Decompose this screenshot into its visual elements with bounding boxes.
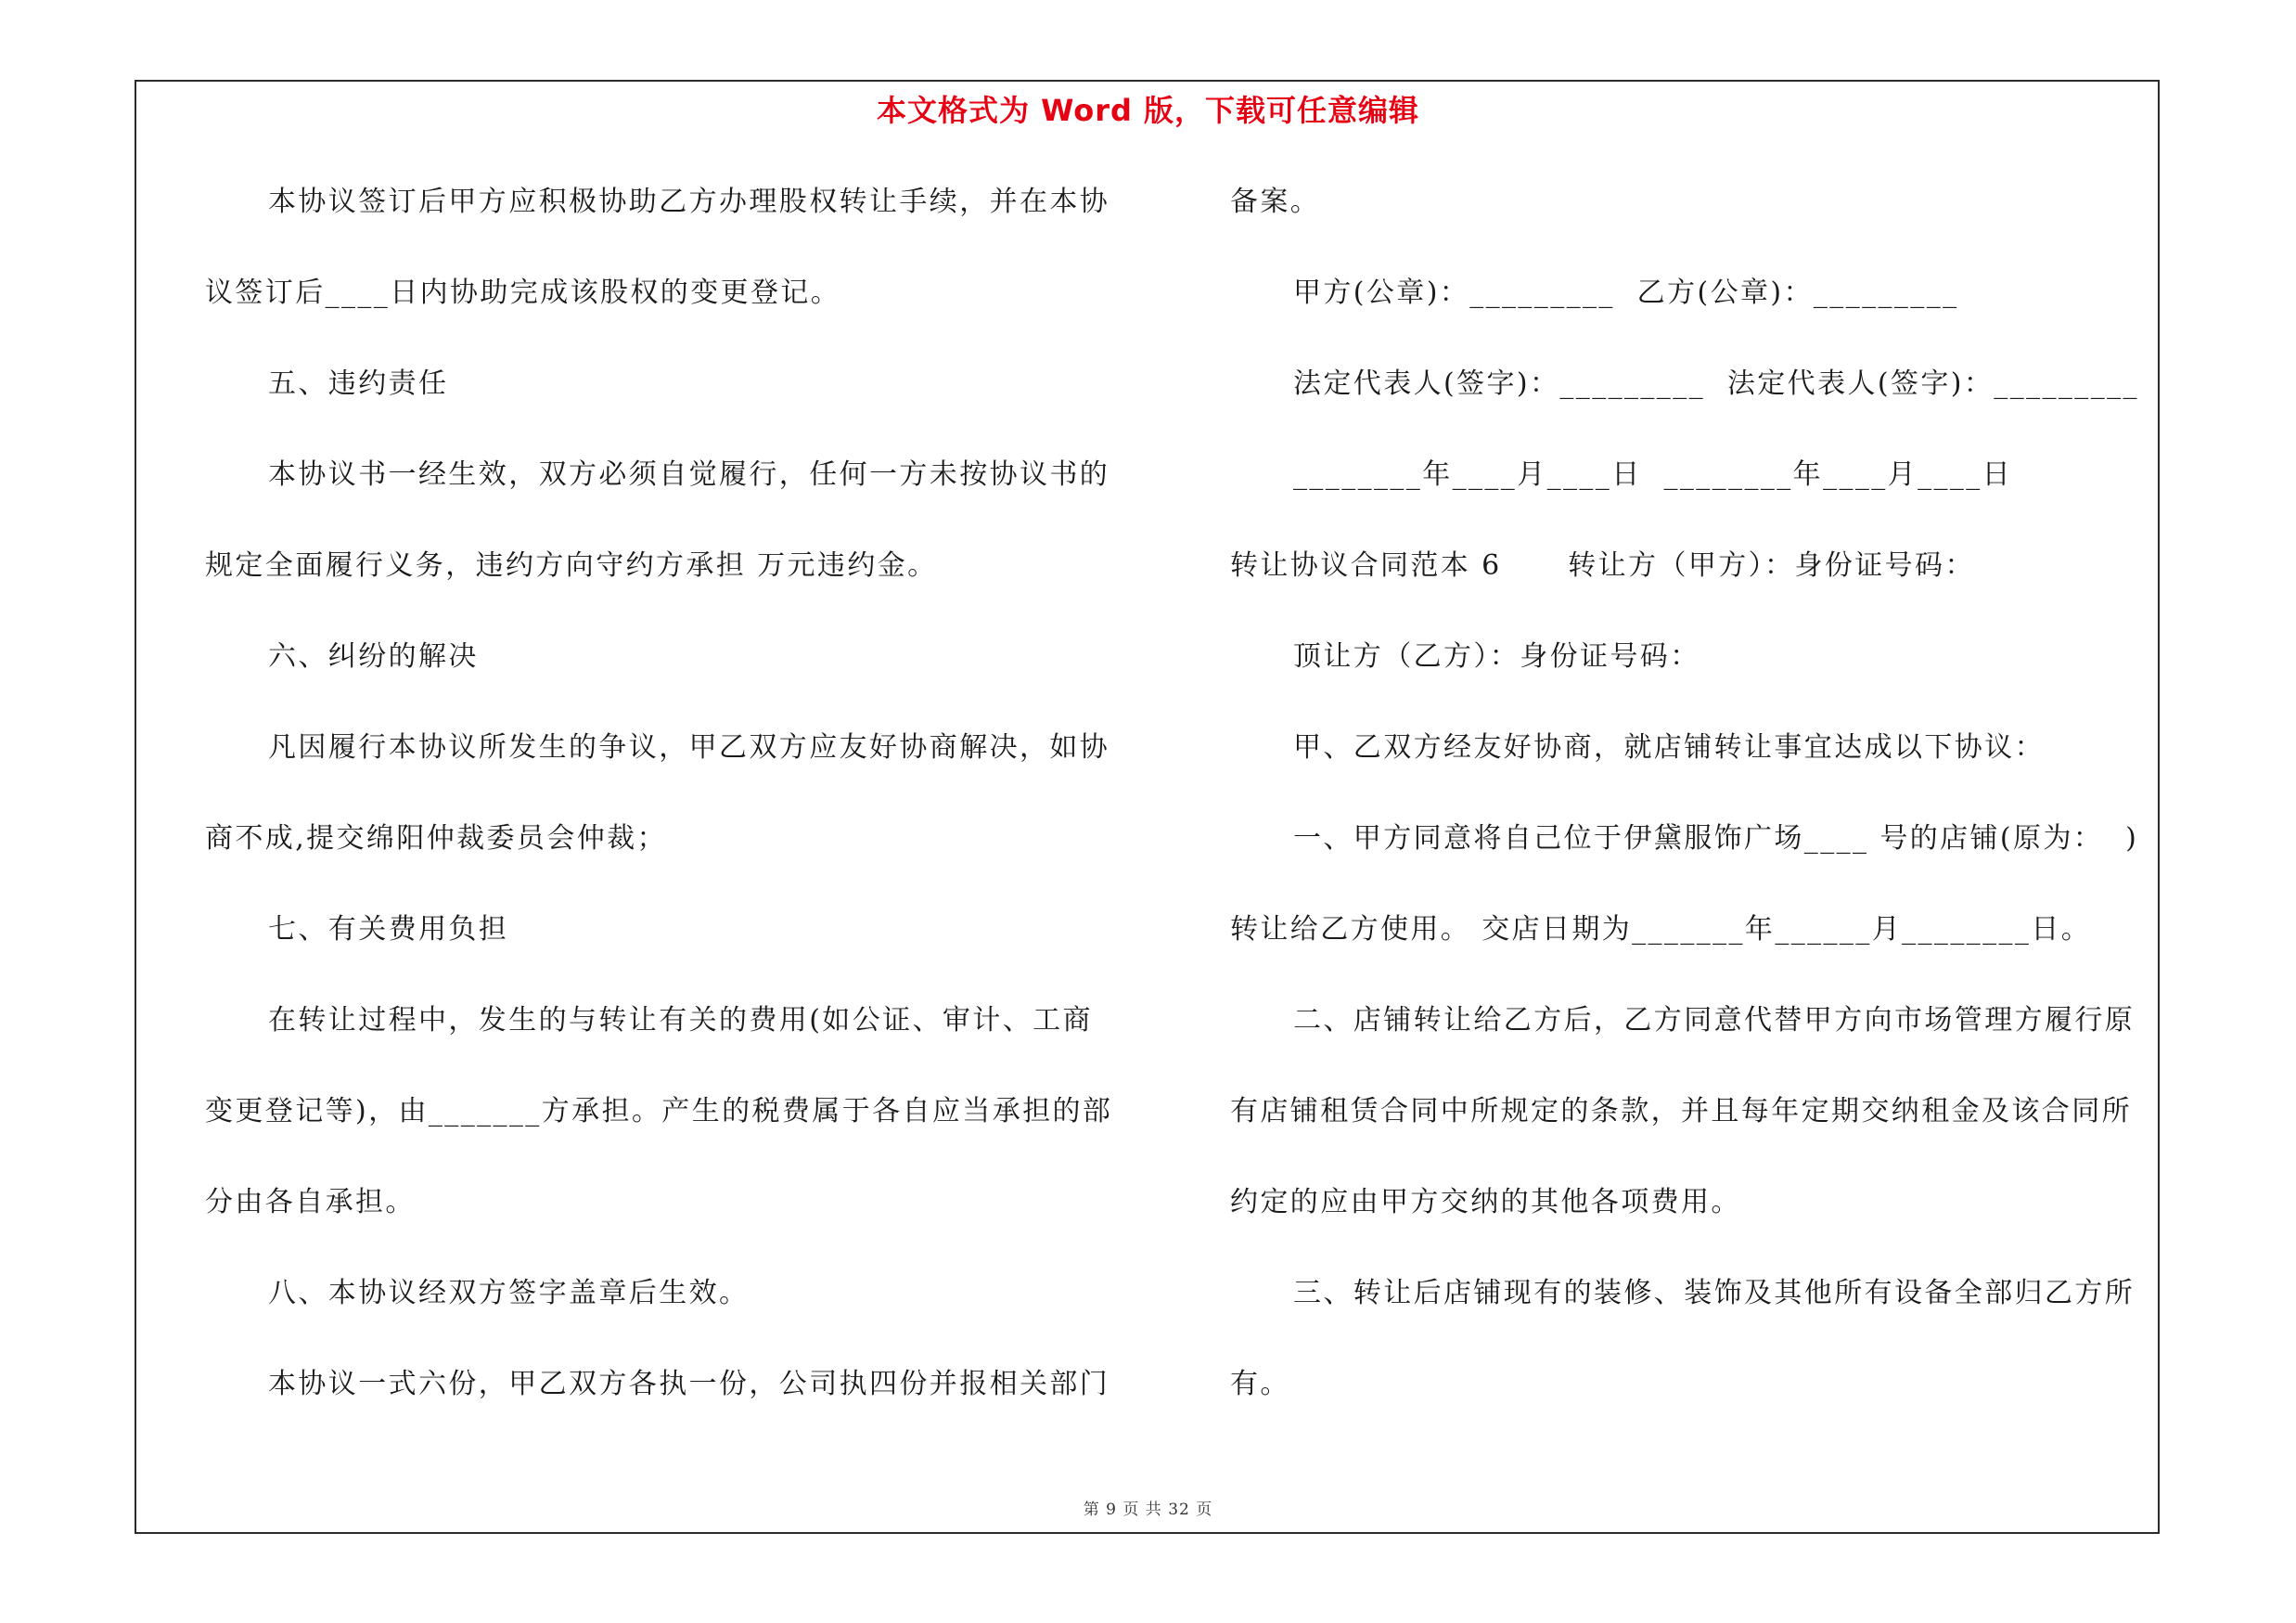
paragraph-line: 有。 bbox=[1230, 1368, 1290, 1400]
paragraph-line: 商不成,提交绵阳仲裁委员会仲裁； bbox=[205, 822, 667, 855]
paragraph-line: 备案。 bbox=[1230, 186, 1321, 218]
paragraph-line: 本协议书一经生效，双方必须自觉履行，任何一方未按协议书的 bbox=[268, 458, 1110, 491]
paragraph-line: 转让给乙方使用。 交店日期为_______年______月________日。 bbox=[1230, 913, 2092, 946]
paragraph-line: 凡因履行本协议所发生的争议，甲乙双方应友好协商解决，如协 bbox=[268, 731, 1110, 764]
paragraph-line: 在转让过程中，发生的与转让有关的费用(如公证、审计、工商 bbox=[268, 1004, 1093, 1037]
signature-line: 法定代表人(签字)：_________ 法定代表人(签字)：_________ bbox=[1293, 367, 2139, 400]
section-heading: 五、违约责任 bbox=[268, 367, 449, 400]
paragraph-line: 议签订后____日内协助完成该股权的变更登记。 bbox=[205, 277, 841, 309]
contract-title-line: 转让协议合同范本 6 转让方（甲方）：身份证号码： bbox=[1230, 549, 1975, 582]
paragraph-line: 分由各自承担。 bbox=[205, 1186, 416, 1218]
section-heading: 六、纠纷的解决 bbox=[268, 640, 479, 673]
section-heading: 八、本协议经双方签字盖章后生效。 bbox=[268, 1277, 750, 1309]
paragraph-line: 规定全面履行义务，违约方向守约方承担 万元违约金。 bbox=[205, 549, 938, 582]
date-line: ________年____月____日 ________年____月____日 bbox=[1293, 458, 2013, 491]
format-notice-banner: 本文格式为 Word 版，下载可任意编辑 bbox=[876, 93, 1420, 128]
paragraph-line: 有店铺租赁合同中所规定的条款，并且每年定期交纳租金及该合同所 bbox=[1230, 1095, 2132, 1127]
paragraph-line: 甲、乙双方经友好协商，就店铺转让事宜达成以下协议： bbox=[1293, 731, 2045, 764]
paragraph-line: 本协议签订后甲方应积极协助乙方办理股权转让手续，并在本协 bbox=[268, 186, 1110, 218]
seal-line: 甲方(公章)：_________ 乙方(公章)：_________ bbox=[1293, 277, 1959, 309]
page-number: 第 9 页 共 32 页 bbox=[1083, 1501, 1213, 1519]
paragraph-line: 约定的应由甲方交纳的其他各项费用。 bbox=[1230, 1186, 1741, 1218]
paragraph-line: 顶让方（乙方）：身份证号码： bbox=[1293, 640, 1700, 673]
paragraph-line: 一、甲方同意将自己位于伊黛服饰广场____ 号的店铺(原为： ) bbox=[1293, 822, 2139, 855]
paragraph-line: 变更登记等)，由_______方承担。产生的税费属于各自应当承担的部 bbox=[205, 1095, 1113, 1127]
section-heading: 七、有关费用负担 bbox=[268, 913, 509, 946]
paragraph-line: 三、转让后店铺现有的装修、装饰及其他所有设备全部归乙方所 bbox=[1293, 1277, 2136, 1309]
paragraph-line: 二、店铺转让给乙方后，乙方同意代替甲方向市场管理方履行原 bbox=[1293, 1004, 2136, 1037]
paragraph-line: 本协议一式六份，甲乙双方各执一份，公司执四份并报相关部门 bbox=[268, 1368, 1110, 1400]
